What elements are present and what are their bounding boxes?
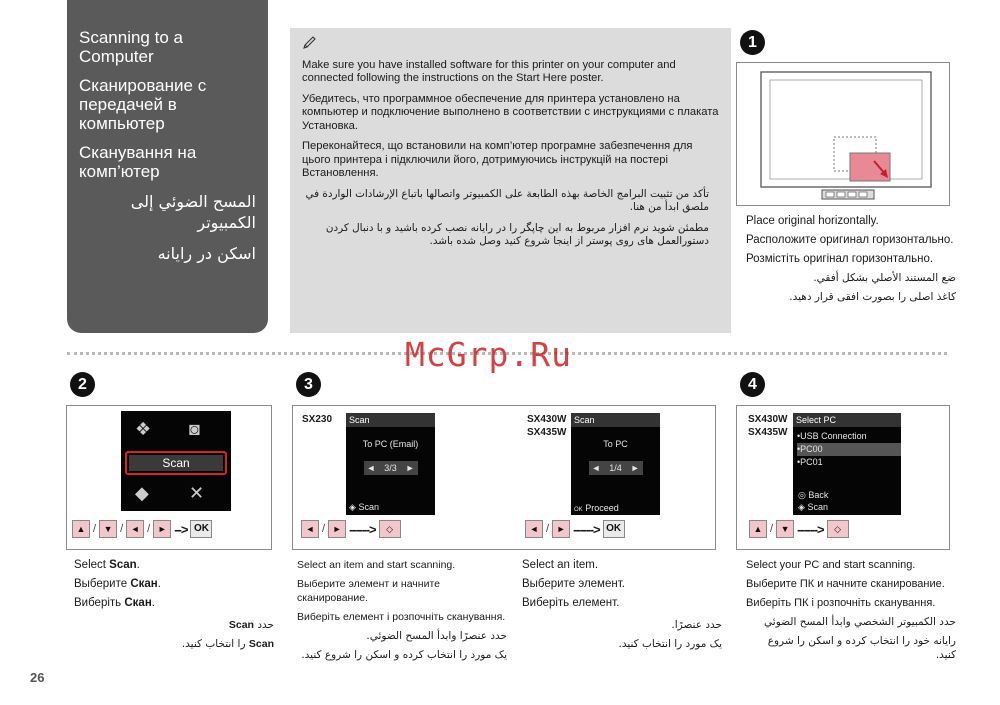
- photo-mode-icon: ◙: [189, 419, 200, 439]
- title-fa: اسکن در رایانه: [157, 244, 256, 263]
- pc-list-item[interactable]: •USB Connection: [797, 431, 867, 441]
- up-key[interactable]: ▲: [749, 520, 767, 538]
- model-sx430w: SX430W: [748, 414, 788, 425]
- note-fa: مطمئن شوید نرم افزار مربوط به این چاپگر را در رایانه نصب کرده باشید و با دنبال کردن دستورالعمل های روی پوستر از اینجا شروع کنید وصل شده باشد.: [325, 221, 709, 247]
- step-3-sx230-fa: یک مورد را انتخاب کرده و اسکن را شروع کنید.: [301, 649, 507, 661]
- title-uk: Сканування на комп’ютер: [79, 143, 197, 181]
- step-3-sx430-fa: یک مورد را انتخاب کنید.: [618, 638, 722, 650]
- step-1-badge: 1: [740, 30, 765, 55]
- watermark: McGrp.Ru: [405, 335, 572, 374]
- step-3-sx430-ru: Выберите элемент.: [522, 578, 625, 590]
- left-key[interactable]: ◄: [301, 520, 319, 538]
- step-4-fa: رایانه خود را انتخاب کرده و اسکن را شروع کنید.: [767, 635, 956, 661]
- down-key[interactable]: ▼: [99, 520, 117, 538]
- step-2-uk: Виберіть Скан.: [74, 597, 155, 609]
- scanner-illustration: [737, 63, 951, 207]
- step-1-captions: [746, 214, 956, 309]
- step-4-ru: Выберите ПК и начните сканирование.: [746, 578, 945, 590]
- sx230-screen: [346, 413, 435, 515]
- sx230-keys: ◄ / ► ------> ◇: [301, 520, 401, 538]
- step-3-sx430-uk: Виберіть елемент.: [522, 597, 620, 609]
- step-2-fa: Scan را انتخاب کنید.: [181, 638, 274, 650]
- sx230-footer: ◈ Scan: [349, 502, 379, 512]
- back-icon: ◎: [798, 490, 806, 500]
- note-ru: Убедитесь, что программное обеспечение для принтера установлено на компьютер и подключение выполнено в соответствии с инструкциями с плаката Установка.: [302, 92, 719, 132]
- step-4-en: Select your PC and start scanning.: [746, 559, 916, 571]
- left-arrow-icon: ◄: [366, 463, 376, 473]
- step-3-sx230-ar: حدد عنصرًا وابدأ المسح الضوئي.: [366, 630, 507, 642]
- step-2-en: Select Scan.: [74, 559, 140, 571]
- arrow-indicator: ------>: [797, 521, 824, 537]
- sx230-header: Scan: [346, 413, 435, 427]
- step-3-sx430-en: Select an item.: [522, 559, 599, 571]
- step-2-captions: [74, 558, 274, 656]
- title-ru: Сканирование с передачей в компьютер: [79, 76, 207, 133]
- sx430-keys: ◄ / ► ------> OK: [525, 520, 625, 538]
- sx430-screen: [571, 413, 660, 515]
- step-2-keys: ▲ / ▼ / ◄ / ► --> OK: [72, 520, 212, 538]
- note-en: Make sure you have installed software for this printer on your computer and connected following the instructions on the Start Here poster.: [302, 58, 676, 84]
- model-sx430w: SX430W: [527, 414, 567, 425]
- note-uk: Переконайтеся, що встановили на комп’ютер програмне забезпечення для цього принтера і підключили його, дотримуючись інструкцій на постері Встановлення.: [302, 140, 693, 179]
- fax-mode-icon: ◆: [135, 483, 149, 503]
- back-hint: ◎ Back: [798, 490, 829, 500]
- step-4-uk: Виберіть ПК і розпочніть сканування.: [746, 597, 936, 609]
- step-2-ru: Выберите Скан.: [74, 578, 161, 590]
- right-key[interactable]: ►: [328, 520, 346, 538]
- step-4-figure: [736, 405, 950, 550]
- note-ar: تأكد من تثبيت البرامج الخاصة بهذه الطابعة على الكمبيوتر واتصالها باتباع الإرشادات الواردة في ملصق ابدأ من هنا.: [305, 187, 709, 213]
- step-3-badge: 3: [296, 372, 321, 397]
- step-2-ar: حدد Scan: [228, 619, 274, 631]
- step-4-ar: حدد الكمبيوتر الشخصي وابدأ المسح الضوئي: [764, 616, 956, 628]
- sx430-selector[interactable]: [589, 461, 643, 475]
- page-number: 26: [30, 670, 45, 685]
- ok-key[interactable]: OK: [190, 520, 212, 538]
- step-2-figure: [66, 405, 272, 550]
- arrow-indicator: ------>: [573, 521, 600, 537]
- title-ar: المسح الضوئي إلى الكمبيوتر: [130, 192, 256, 232]
- pc-list-item[interactable]: •PC00: [797, 443, 901, 456]
- step-1-en: Place original horizontally.: [746, 215, 879, 227]
- right-arrow-icon: ►: [630, 463, 640, 473]
- step-1-figure: [736, 62, 950, 206]
- pc-list-item[interactable]: •PC01: [797, 457, 823, 467]
- section-title-panel: [67, 0, 268, 333]
- select-pc-screen: [793, 413, 901, 515]
- start-icon: ◈: [349, 502, 356, 512]
- pencil-icon: [302, 36, 719, 53]
- right-arrow-icon: ►: [405, 463, 415, 473]
- right-key[interactable]: ►: [552, 520, 570, 538]
- title-en: Scanning to a Computer: [79, 28, 183, 66]
- scan-menu-item[interactable]: [125, 451, 227, 475]
- home-menu-screen: [121, 411, 231, 511]
- step-1-fa: کاغذ اصلی را بصورت افقی قرار دهید.: [789, 291, 956, 303]
- start-icon: ◈: [798, 502, 805, 512]
- model-sx435w: SX435W: [527, 427, 567, 438]
- start-key[interactable]: ◇: [379, 520, 401, 538]
- step-4-keys: ▲ / ▼ ------> ◇: [749, 520, 849, 538]
- arrow-indicator: -->: [174, 521, 188, 537]
- sx230-selector[interactable]: [364, 461, 418, 475]
- left-arrow-icon: ◄: [591, 463, 601, 473]
- step-3-sx430-ar: حدد عنصرًا.: [671, 619, 722, 631]
- setup-mode-icon: ✕: [189, 483, 205, 503]
- step-1-ar: ضع المستند الأصلي بشكل أفقي.: [813, 272, 956, 284]
- step-3-sx430-captions: [522, 558, 722, 656]
- start-key[interactable]: ◇: [827, 520, 849, 538]
- down-key[interactable]: ▼: [776, 520, 794, 538]
- sx230-counter: 3/3: [384, 463, 397, 473]
- sx230-title: To PC (Email): [362, 439, 419, 449]
- step-4-badge: 4: [740, 372, 765, 397]
- step-1-ru: Расположите оригинал горизонтально.: [746, 234, 954, 246]
- step-3-sx230-uk: Виберіть елемент і розпочніть сканування.: [297, 611, 506, 623]
- step-3-figure: [292, 405, 716, 550]
- ok-key[interactable]: OK: [603, 520, 625, 538]
- sx430-counter: 1/4: [609, 463, 622, 473]
- sx430-header: Scan: [571, 413, 660, 427]
- scan-hint: ◈ Scan: [798, 502, 828, 512]
- select-pc-header: Select PC: [793, 413, 901, 427]
- sx430-footer: OK Proceed: [574, 503, 619, 513]
- up-key[interactable]: ▲: [72, 520, 90, 538]
- step-4-captions: [746, 558, 956, 667]
- right-key[interactable]: ►: [153, 520, 171, 538]
- step-3-sx230-en: Select an item and start scanning.: [297, 559, 456, 571]
- sx430-title: To PC: [603, 439, 628, 449]
- step-2-badge: 2: [70, 372, 95, 397]
- step-3-sx230-captions: [297, 558, 507, 667]
- note-panel: [290, 28, 731, 333]
- model-sx435w: SX435W: [748, 427, 788, 438]
- left-key[interactable]: ◄: [525, 520, 543, 538]
- step-3-sx230-ru: Выберите элемент и начните сканирование.: [297, 578, 440, 604]
- model-sx230: SX230: [302, 414, 333, 425]
- copy-mode-icon: ❖: [135, 419, 152, 439]
- scan-menu-label: Scan: [129, 455, 223, 471]
- left-key[interactable]: ◄: [126, 520, 144, 538]
- arrow-indicator: ------>: [349, 521, 376, 537]
- step-1-uk: Розмістіть оригінал горизонтально.: [746, 253, 934, 265]
